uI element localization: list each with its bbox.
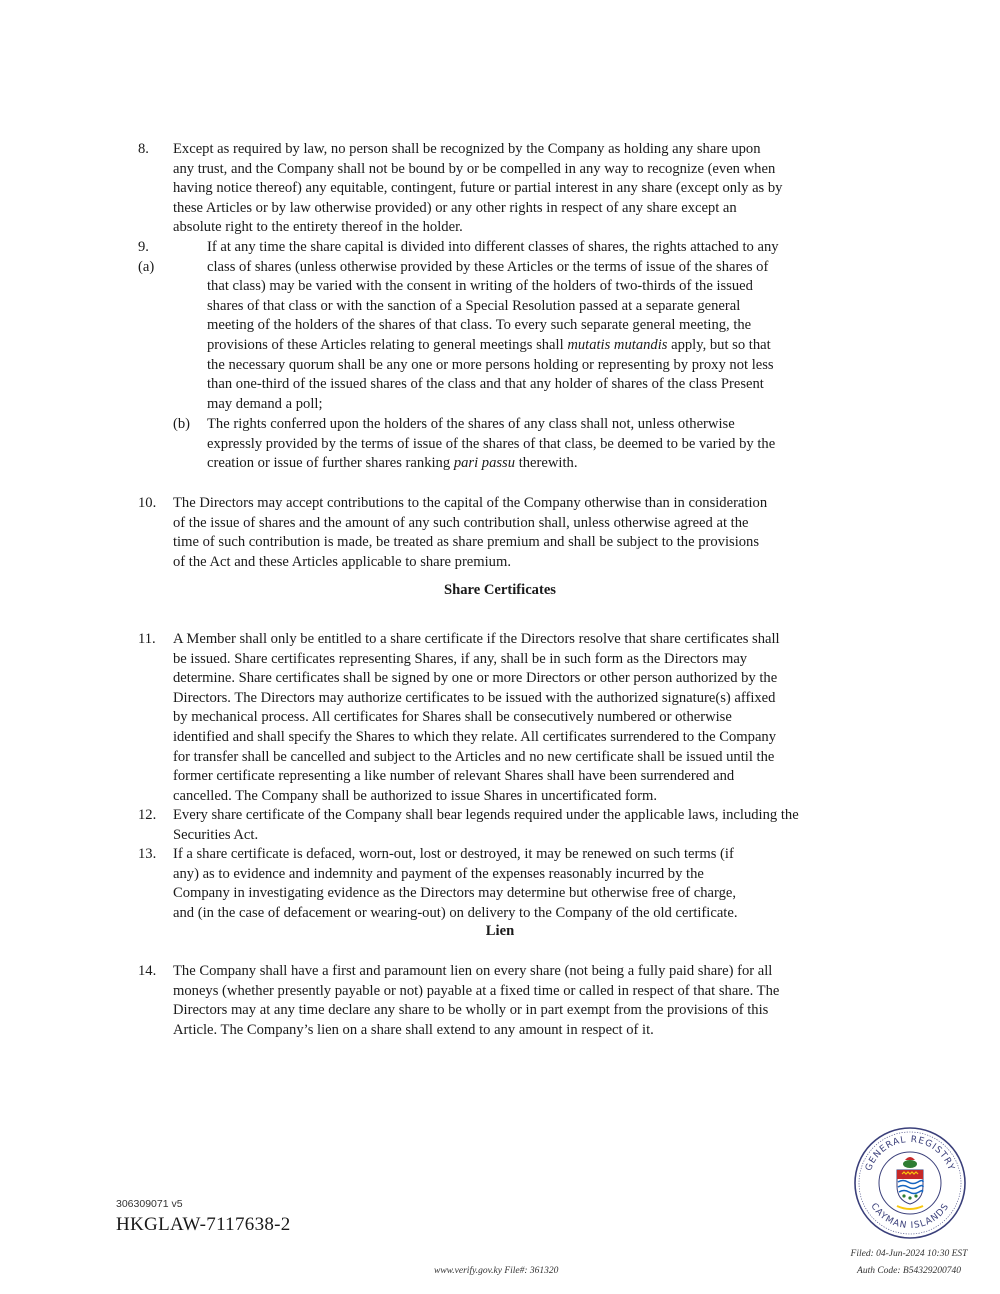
text-line: Every share certificate of the Company shall bear legends required under the applicable laws, including the [173,807,799,823]
seal-bottom-text: CAYMAN ISLANDS [868,1201,952,1232]
text-line: these Articles or by law otherwise provided) or any other rights in respect of any share except an [173,199,737,216]
text-line: that class) may be varied with the consent in writing of the holders of two-thirds of the issued [207,278,753,295]
section-heading-share-certificates: Share Certificates [444,582,556,598]
filed-timestamp: Filed: 04-Jun-2024 10:30 EST [850,1249,968,1259]
text-line: meeting of the holders of the shares of that class. To every such separate general meeting, the [207,317,752,334]
article-number: 8. [138,141,149,157]
article-number: 14. [138,963,157,979]
text-line: The rights conferred upon the holders of the shares of any class shall not, unless otherwise [207,416,735,432]
text-line: determine. Share certificates shall be signed by one or more Directors or other person authorized by the [173,670,778,687]
article-number: (b) [173,416,191,432]
article-number: 13. [138,846,157,862]
text-line: having notice thereof) any equitable, contingent, future or partial interest in any share (except only as by [173,180,783,197]
text-line: Company in investigating evidence as the Directors may determine but otherwise free of charge, [173,885,737,902]
text-line: be issued. Share certificates representing Shares, if any, shall be in such form as the Directors may [173,650,748,667]
text-line: Securities Act. [173,826,259,843]
seal-top-text: GENERAL REGISTRY [864,1134,956,1173]
text-segment: provisions of these Articles relating to general meetings shall [207,336,564,353]
article-number: 12. [138,807,157,823]
text-line [207,454,775,474]
general-registry-seal-icon [853,1126,967,1240]
text-line: any) as to evidence and indemnity and payment of the expenses reasonably incurred by the [173,865,704,882]
text-segment: therewith. [518,455,578,472]
text-line: the necessary quorum shall be any one or more persons holding or representing by proxy not less [207,356,774,373]
italic-phrase: pari passu [453,455,516,472]
svg-text:CAYMAN ISLANDS [868,1202,951,1231]
article-number: 9. (a) [138,239,155,275]
text-line: expressly provided by the terms of issue of the shares of that class, be deemed to be varied by the [207,435,776,452]
text-line: absolute right to the entirety thereof in the holder. [173,219,463,236]
text-segment: apply, but so that [671,336,771,353]
text-line: any trust, and the Company shall not be bound by or be compelled in any way to recognize (even when [173,160,776,177]
text-line: former certificate representing a like number of relevant Shares shall have been surrendered and [173,768,735,785]
text-line: may demand a poll; [207,395,323,412]
text-line: Directors may at any time declare any share to be wholly or in part exempt from the provisions of this [173,1002,769,1019]
cayman-crest-icon [897,1157,923,1209]
text-line: The Directors may accept contributions to the capital of the Company otherwise than in consideration [173,495,768,511]
article-number: 11. [138,631,156,647]
section-heading-lien: Lien [485,923,515,939]
text-line: A Member shall only be entitled to a share certificate if the Directors resolve that share certificates shall [173,631,780,647]
text-line: of the Act and these Articles applicable to share premium. [173,553,511,570]
article-number: 10. [138,495,157,511]
text-line: of the issue of shares and the amount of any such contribution shall, unless otherwise agreed at the [173,514,749,531]
text-line: Except as required by law, no person shall be recognized by the Company as holding any share upon [173,141,761,157]
text-segment: creation or issue of further shares ranking [207,455,451,472]
auth-code: Auth Code: B54329200740 [857,1266,961,1276]
document-reference-id: HKGLAW-7117638-2 [116,1214,291,1235]
text-line: Article. The Company’s lien on a share shall extend to any amount in respect of it. [173,1021,654,1038]
document-version-id: 306309071 v5 [116,1198,183,1210]
text-line: identified and shall specify the Shares to which they relate. All certificates surrendered to the Company [173,728,777,745]
text-line: cancelled. The Company shall be authorized to issue Shares in uncertificated form. [173,787,658,804]
text-line [207,336,779,356]
text-line: If at any time the share capital is divided into different classes of shares, the rights attached to any [207,239,779,255]
italic-phrase: mutatis mutandis [567,336,668,353]
text-line: moneys (whether presently payable or not) payable at a fixed time or called in respect of that share. The [173,982,780,999]
text-line: class of shares (unless otherwise provided by these Articles or the terms of issue of the shares of [207,258,769,275]
text-line: for transfer shall be cancelled and subject to the Articles and no new certificate shall be issued until the [173,748,775,765]
text-line: The Company shall have a first and paramount lien on every share (not being a fully paid share) for all [173,963,773,979]
text-line: and (in the case of defacement or wearing-out) on delivery to the Company of the old certificate. [173,904,738,921]
verification-link[interactable]: www.verify.gov.ky File#: 361320 [434,1266,559,1276]
text-line: time of such contribution is made, be treated as share premium and shall be subject to the provisions [173,534,760,551]
text-line: shares of that class or with the sanction of a Special Resolution passed at a separate general [207,297,741,314]
text-line: by mechanical process. All certificates for Shares shall be consecutively numbered or otherwise [173,709,732,726]
text-line: If a share certificate is defaced, worn-out, lost or destroyed, it may be renewed on such terms (if [173,846,734,862]
text-line: than one-third of the issued shares of the class and that any holder of shares of the class Present [207,376,764,393]
text-line: Directors. The Directors may authorize certificates to be issued with the authorized signature(s) affixed [173,689,776,706]
